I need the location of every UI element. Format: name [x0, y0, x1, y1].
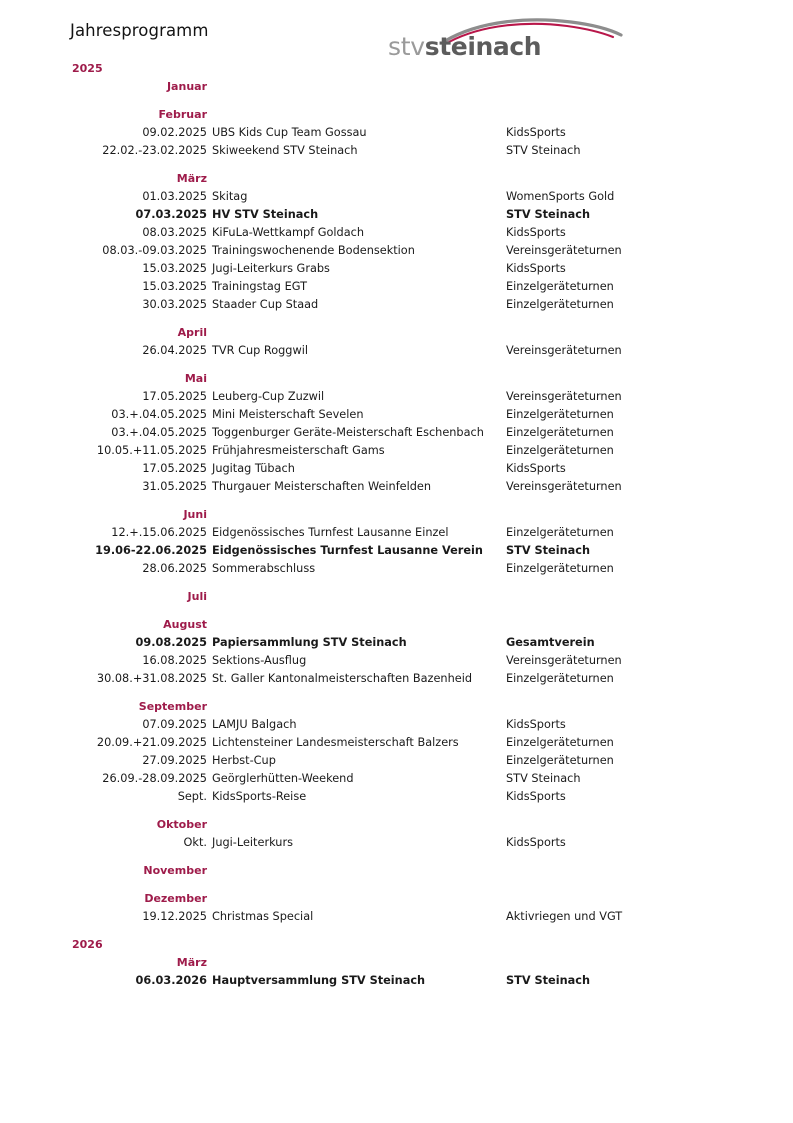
event-title: Jugi-Leiterkurs: [212, 836, 293, 849]
logo-wordmark: [388, 34, 541, 60]
event-group: Vereinsgeräteturnen: [506, 390, 622, 403]
event-title: LAMJU Balgach: [212, 718, 297, 731]
event-row: [0, 716, 793, 734]
event-row: [0, 524, 793, 542]
event-group: Einzelgeräteturnen: [506, 426, 614, 439]
event-row: [0, 342, 793, 360]
event-date: 12.+.15.06.2025: [111, 526, 207, 539]
event-row: [0, 542, 793, 560]
month-spacer: [0, 496, 793, 506]
event-group: Einzelgeräteturnen: [506, 736, 614, 749]
event-date: 19.06-22.06.2025: [95, 544, 207, 557]
event-row: [0, 670, 793, 688]
month-block-maerz: [0, 954, 793, 1000]
event-group: Einzelgeräteturnen: [506, 280, 614, 293]
event-title: Skitag: [212, 190, 248, 203]
event-title: St. Galler Kantonalmeisterschaften Bazenheid: [212, 672, 472, 685]
event-date: 30.08.+31.08.2025: [96, 672, 207, 685]
event-title: Papiersammlung STV Steinach: [212, 636, 407, 649]
event-row: [0, 296, 793, 314]
event-group: Einzelgeräteturnen: [506, 298, 614, 311]
year-heading: 2026: [72, 938, 103, 951]
event-group: Vereinsgeräteturnen: [506, 480, 622, 493]
month-heading: Januar: [166, 80, 207, 93]
event-group: STV Steinach: [506, 544, 590, 557]
event-title: Skiweekend STV Steinach: [212, 144, 358, 157]
event-date: 06.03.2026: [135, 974, 207, 987]
event-date: 08.03.-09.03.2025: [102, 244, 207, 257]
event-date: 26.09.-28.09.2025: [102, 772, 207, 785]
event-title: Staader Cup Staad: [212, 298, 319, 311]
month-heading: März: [176, 956, 207, 969]
event-title: Sommerabschluss: [212, 562, 316, 575]
event-group: Vereinsgeräteturnen: [506, 344, 622, 357]
event-row: [0, 834, 793, 852]
month-heading: April: [177, 326, 207, 339]
event-group: WomenSports Gold: [506, 190, 615, 203]
event-date: 15.03.2025: [142, 280, 207, 293]
month-spacer: [0, 160, 793, 170]
event-row: [0, 560, 793, 578]
month-heading: November: [143, 864, 207, 877]
event-row: [0, 652, 793, 670]
event-title: Eidgenössisches Turnfest Lausanne Einzel: [212, 526, 449, 539]
event-title: Hauptversammlung STV Steinach: [212, 974, 426, 987]
event-row: [0, 752, 793, 770]
event-row: [0, 478, 793, 496]
event-title: Herbst-Cup: [212, 754, 276, 767]
event-title: Trainingstag EGT: [212, 280, 307, 293]
event-date: 28.06.2025: [142, 562, 207, 575]
event-group: Einzelgeräteturnen: [506, 408, 614, 421]
month-heading: Juni: [183, 508, 207, 521]
event-date: 01.03.2025: [142, 190, 207, 203]
page-title: Jahresprogramm: [70, 21, 209, 40]
event-row: [0, 188, 793, 206]
event-date: 09.08.2025: [135, 636, 207, 649]
event-row: [0, 406, 793, 424]
month-block-november: [0, 862, 793, 890]
event-group: Einzelgeräteturnen: [506, 526, 614, 539]
event-title: Thurgauer Meisterschaften Weinfelden: [212, 480, 432, 493]
event-date: 03.+.04.05.2025: [111, 426, 207, 439]
event-row: [0, 142, 793, 160]
event-title: UBS Kids Cup Team Gossau: [212, 126, 367, 139]
month-block-mai: [0, 370, 793, 506]
month-spacer: [0, 852, 793, 862]
event-date: 27.09.2025: [142, 754, 207, 767]
event-row: [0, 224, 793, 242]
logo-text-steinach: steinach: [424, 32, 542, 61]
month-block-februar: [0, 106, 793, 170]
event-date: 09.02.2025: [142, 126, 207, 139]
month-spacer: [0, 606, 793, 616]
event-date: 15.03.2025: [142, 262, 207, 275]
event-row: [0, 770, 793, 788]
event-row: [0, 388, 793, 406]
month-spacer: [0, 578, 793, 588]
event-group: Einzelgeräteturnen: [506, 444, 614, 457]
event-title: Sektions-Ausflug: [212, 654, 307, 667]
event-date: 17.05.2025: [142, 462, 207, 475]
month-spacer: [0, 990, 793, 1000]
event-group: KidsSports: [506, 226, 566, 239]
event-date: 10.05.+11.05.2025: [96, 444, 207, 457]
event-group: Einzelgeräteturnen: [506, 754, 614, 767]
event-group: Einzelgeräteturnen: [506, 672, 614, 685]
event-title: Jugi-Leiterkurs Grabs: [212, 262, 330, 275]
event-date: Sept.: [177, 790, 207, 803]
month-block-juni: [0, 506, 793, 588]
year-block-2025: [0, 60, 793, 936]
event-date: 07.03.2025: [135, 208, 207, 221]
month-heading: Juli: [187, 590, 207, 603]
event-title: KidsSports-Reise: [212, 790, 307, 803]
event-date: 03.+.04.05.2025: [111, 408, 207, 421]
event-group: Vereinsgeräteturnen: [506, 654, 622, 667]
event-row: [0, 278, 793, 296]
year-heading: 2025: [72, 62, 103, 75]
event-group: KidsSports: [506, 836, 566, 849]
event-group: STV Steinach: [506, 772, 581, 785]
event-row: [0, 124, 793, 142]
event-row: [0, 972, 793, 990]
event-title: Leuberg-Cup Zuzwil: [212, 390, 325, 403]
event-title: Lichtensteiner Landesmeisterschaft Balzers: [212, 736, 459, 749]
month-heading: Mai: [184, 372, 207, 385]
event-title: TVR Cup Roggwil: [212, 344, 308, 357]
month-block-januar: [0, 78, 793, 106]
event-group: STV Steinach: [506, 144, 581, 157]
month-heading: August: [163, 618, 207, 631]
event-date: Okt.: [183, 836, 207, 849]
month-block-maerz: [0, 170, 793, 324]
event-date: 30.03.2025: [142, 298, 207, 311]
event-group: Einzelgeräteturnen: [506, 562, 614, 575]
month-block-september: [0, 698, 793, 816]
month-block-dezember: [0, 890, 793, 936]
event-group: Vereinsgeräteturnen: [506, 244, 622, 257]
month-spacer: [0, 314, 793, 324]
event-row: [0, 788, 793, 806]
year-block-2026: [0, 936, 793, 1000]
month-heading: Februar: [158, 108, 207, 121]
event-date: 26.04.2025: [142, 344, 207, 357]
event-title: Toggenburger Geräte-Meisterschaft Eschenbach: [212, 426, 484, 439]
event-title: HV STV Steinach: [212, 208, 319, 221]
event-group: KidsSports: [506, 790, 566, 803]
event-date: 17.05.2025: [142, 390, 207, 403]
event-date: 19.12.2025: [142, 910, 207, 923]
month-heading: Dezember: [144, 892, 207, 905]
event-group: KidsSports: [506, 718, 566, 731]
month-spacer: [0, 688, 793, 698]
event-group: STV Steinach: [506, 208, 590, 221]
event-date: 16.08.2025: [142, 654, 207, 667]
month-spacer: [0, 360, 793, 370]
event-row: [0, 442, 793, 460]
month-block-april: [0, 324, 793, 370]
event-date: 22.02.-23.02.2025: [102, 144, 207, 157]
event-title: Eidgenössisches Turnfest Lausanne Verein: [212, 544, 483, 557]
event-row: [0, 424, 793, 442]
month-heading: März: [176, 172, 207, 185]
month-spacer: [0, 880, 793, 890]
event-title: Trainingswochenende Bodensektion: [212, 244, 415, 257]
event-group: Aktivriegen und VGT: [506, 910, 623, 923]
event-title: Christmas Special: [212, 910, 314, 923]
stv-steinach-logo: [388, 17, 623, 62]
event-date: 07.09.2025: [142, 718, 207, 731]
event-row: [0, 260, 793, 278]
event-title: Frühjahresmeisterschaft Gams: [212, 444, 385, 457]
event-date: 20.09.+21.09.2025: [96, 736, 207, 749]
month-spacer: [0, 806, 793, 816]
event-row: [0, 908, 793, 926]
page-header: [0, 0, 793, 60]
program-list: [0, 60, 793, 1000]
event-row: [0, 734, 793, 752]
event-row: [0, 460, 793, 478]
event-group: STV Steinach: [506, 974, 590, 987]
event-group: KidsSports: [506, 126, 566, 139]
month-block-august: [0, 616, 793, 698]
month-spacer: [0, 926, 793, 936]
event-title: Jugitag Tübach: [212, 462, 295, 475]
event-group: Gesamtverein: [506, 636, 595, 649]
event-title: Mini Meisterschaft Sevelen: [212, 408, 364, 421]
month-block-oktober: [0, 816, 793, 862]
event-title: KiFuLa-Wettkampf Goldach: [212, 226, 365, 239]
event-row: [0, 242, 793, 260]
event-group: KidsSports: [506, 462, 566, 475]
event-date: 08.03.2025: [142, 226, 207, 239]
month-block-juli: [0, 588, 793, 616]
event-row: [0, 206, 793, 224]
event-title: Geörglerhütten-Weekend: [212, 772, 354, 785]
logo-text-stv: stv: [388, 32, 425, 61]
month-spacer: [0, 96, 793, 106]
month-heading: September: [138, 700, 207, 713]
event-date: 31.05.2025: [142, 480, 207, 493]
month-heading: Oktober: [156, 818, 207, 831]
event-group: KidsSports: [506, 262, 566, 275]
event-row: [0, 634, 793, 652]
